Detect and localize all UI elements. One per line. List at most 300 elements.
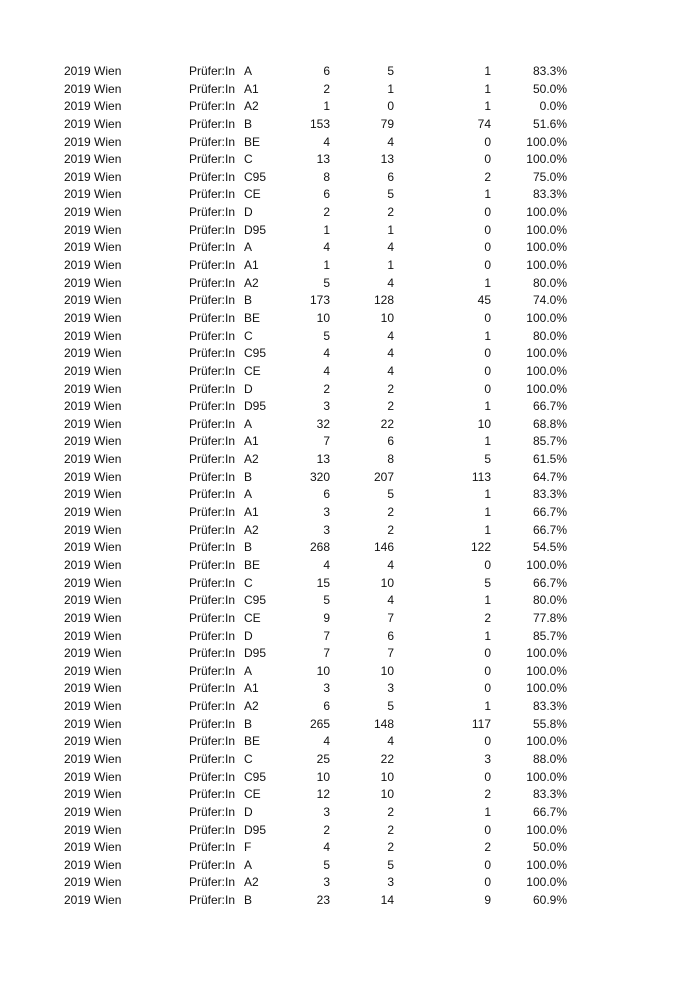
pass-rate-cell: 60.9% <box>532 893 567 908</box>
pass-rate-cell: 74.0% <box>532 293 567 308</box>
license-class-cell: A <box>244 487 253 502</box>
pass-rate-cell: 66.7% <box>532 399 567 414</box>
role-cell: Prüfer:In <box>189 769 236 784</box>
license-class-cell: BE <box>244 134 261 149</box>
pass-rate-cell: 66.7% <box>532 522 567 537</box>
license-class-cell: D95 <box>244 399 267 414</box>
table-row <box>0 557 700 575</box>
failed-count-cell: 0 <box>484 734 491 749</box>
passed-count-cell: 3 <box>387 681 394 696</box>
year-cell: 2019 Wien <box>64 893 122 908</box>
year-cell: 2019 Wien <box>64 540 122 555</box>
year-cell: 2019 Wien <box>64 363 122 378</box>
total-count-cell: 4 <box>323 134 330 149</box>
total-count-cell: 8 <box>323 169 330 184</box>
passed-count-cell: 2 <box>387 840 394 855</box>
passed-count-cell: 6 <box>387 434 394 449</box>
pass-rate-cell: 55.8% <box>532 716 567 731</box>
role-cell: Prüfer:In <box>189 434 236 449</box>
failed-count-cell: 1 <box>484 399 491 414</box>
passed-count-cell: 4 <box>387 240 394 255</box>
total-count-cell: 3 <box>323 681 330 696</box>
role-cell: Prüfer:In <box>189 893 236 908</box>
passed-count-cell: 0 <box>387 99 394 114</box>
pass-rate-cell: 100.0% <box>526 310 567 325</box>
table-row <box>0 186 700 204</box>
failed-count-cell: 1 <box>484 628 491 643</box>
role-cell: Prüfer:In <box>189 416 236 431</box>
pass-rate-cell: 100.0% <box>526 152 567 167</box>
license-class-cell: A1 <box>244 81 259 96</box>
passed-count-cell: 22 <box>380 416 394 431</box>
year-cell: 2019 Wien <box>64 116 122 131</box>
table-row <box>0 63 700 81</box>
total-count-cell: 32 <box>316 416 330 431</box>
total-count-cell: 4 <box>323 240 330 255</box>
passed-count-cell: 4 <box>387 557 394 572</box>
role-cell: Prüfer:In <box>189 116 236 131</box>
total-count-cell: 3 <box>323 505 330 520</box>
pass-rate-cell: 83.3% <box>532 487 567 502</box>
passed-count-cell: 79 <box>380 116 394 131</box>
failed-count-cell: 1 <box>484 81 491 96</box>
role-cell: Prüfer:In <box>189 557 236 572</box>
table-row <box>0 504 700 522</box>
license-class-cell: A <box>244 416 253 431</box>
year-cell: 2019 Wien <box>64 275 122 290</box>
role-cell: Prüfer:In <box>189 275 236 290</box>
table-row <box>0 151 700 169</box>
failed-count-cell: 10 <box>477 416 491 431</box>
pass-rate-cell: 83.3% <box>532 787 567 802</box>
pass-rate-cell: 83.3% <box>532 699 567 714</box>
pass-rate-cell: 88.0% <box>532 751 567 766</box>
total-count-cell: 4 <box>323 734 330 749</box>
year-cell: 2019 Wien <box>64 64 122 78</box>
pass-rate-cell: 100.0% <box>526 875 567 890</box>
license-class-cell: A1 <box>244 434 259 449</box>
role-cell: Prüfer:In <box>189 716 236 731</box>
role-cell: Prüfer:In <box>189 646 236 661</box>
table-row <box>0 592 700 610</box>
license-class-cell: A2 <box>244 99 259 114</box>
year-cell: 2019 Wien <box>64 81 122 96</box>
total-count-cell: 7 <box>323 628 330 643</box>
pass-rate-cell: 85.7% <box>532 434 567 449</box>
passed-count-cell: 4 <box>387 593 394 608</box>
pass-rate-cell: 100.0% <box>526 363 567 378</box>
passed-count-cell: 5 <box>387 857 394 872</box>
table-row <box>0 733 700 751</box>
license-class-cell: C <box>244 152 253 167</box>
pass-rate-cell: 75.0% <box>532 169 567 184</box>
table-row <box>0 786 700 804</box>
failed-count-cell: 1 <box>484 699 491 714</box>
passed-count-cell: 7 <box>387 646 394 661</box>
license-class-cell: BE <box>244 557 261 572</box>
role-cell: Prüfer:In <box>189 293 236 308</box>
passed-count-cell: 10 <box>380 575 394 590</box>
total-count-cell: 3 <box>323 399 330 414</box>
role-cell: Prüfer:In <box>189 205 236 220</box>
failed-count-cell: 0 <box>484 134 491 149</box>
passed-count-cell: 4 <box>387 346 394 361</box>
passed-count-cell: 14 <box>380 893 394 908</box>
year-cell: 2019 Wien <box>64 169 122 184</box>
year-cell: 2019 Wien <box>64 346 122 361</box>
license-class-cell: D <box>244 628 253 643</box>
license-class-cell: A2 <box>244 875 259 890</box>
role-cell: Prüfer:In <box>189 822 236 837</box>
role-cell: Prüfer:In <box>189 699 236 714</box>
failed-count-cell: 0 <box>484 663 491 678</box>
role-cell: Prüfer:In <box>189 610 236 625</box>
table-row <box>0 857 700 875</box>
table-row <box>0 486 700 504</box>
total-count-cell: 6 <box>323 187 330 202</box>
passed-count-cell: 6 <box>387 628 394 643</box>
license-class-cell: B <box>244 469 253 484</box>
failed-count-cell: 1 <box>484 64 491 78</box>
role-cell: Prüfer:In <box>189 152 236 167</box>
passed-count-cell: 5 <box>387 699 394 714</box>
pass-rate-cell: 66.7% <box>532 804 567 819</box>
role-cell: Prüfer:In <box>189 505 236 520</box>
pass-rate-cell: 100.0% <box>526 857 567 872</box>
table-row <box>0 398 700 416</box>
failed-count-cell: 0 <box>484 258 491 273</box>
pass-rate-cell: 100.0% <box>526 646 567 661</box>
failed-count-cell: 1 <box>484 328 491 343</box>
table-row <box>0 645 700 663</box>
pass-rate-cell: 100.0% <box>526 822 567 837</box>
table-row <box>0 522 700 540</box>
role-cell: Prüfer:In <box>189 469 236 484</box>
table-row <box>0 222 700 240</box>
year-cell: 2019 Wien <box>64 716 122 731</box>
role-cell: Prüfer:In <box>189 663 236 678</box>
failed-count-cell: 0 <box>484 822 491 837</box>
table-row <box>0 310 700 328</box>
total-count-cell: 4 <box>323 557 330 572</box>
license-class-cell: C95 <box>244 769 267 784</box>
role-cell: Prüfer:In <box>189 452 236 467</box>
passed-count-cell: 2 <box>387 381 394 396</box>
role-cell: Prüfer:In <box>189 222 236 237</box>
pass-rate-cell: 100.0% <box>526 346 567 361</box>
year-cell: 2019 Wien <box>64 875 122 890</box>
table-row <box>0 81 700 99</box>
role-cell: Prüfer:In <box>189 522 236 537</box>
pass-rate-cell: 66.7% <box>532 505 567 520</box>
total-count-cell: 13 <box>316 152 330 167</box>
table-row <box>0 680 700 698</box>
total-count-cell: 15 <box>316 575 330 590</box>
failed-count-cell: 113 <box>471 469 491 484</box>
license-class-cell: A2 <box>244 522 259 537</box>
license-class-cell: D95 <box>244 822 267 837</box>
pass-rate-cell: 80.0% <box>532 593 567 608</box>
passed-count-cell: 5 <box>387 187 394 202</box>
year-cell: 2019 Wien <box>64 646 122 661</box>
license-class-cell: A <box>244 64 253 78</box>
total-count-cell: 2 <box>323 381 330 396</box>
year-cell: 2019 Wien <box>64 840 122 855</box>
table-row <box>0 116 700 134</box>
role-cell: Prüfer:In <box>189 575 236 590</box>
pass-rate-cell: 64.7% <box>532 469 567 484</box>
year-cell: 2019 Wien <box>64 487 122 502</box>
year-cell: 2019 Wien <box>64 152 122 167</box>
pass-rate-cell: 61.5% <box>532 452 567 467</box>
total-count-cell: 9 <box>323 610 330 625</box>
table-row <box>0 204 700 222</box>
license-class-cell: B <box>244 540 253 555</box>
pass-rate-cell: 83.3% <box>532 64 567 78</box>
pass-rate-cell: 54.5% <box>532 540 567 555</box>
table-row <box>0 257 700 275</box>
passed-count-cell: 7 <box>387 610 394 625</box>
role-cell: Prüfer:In <box>189 787 236 802</box>
total-count-cell: 12 <box>316 787 330 802</box>
table-row <box>0 610 700 628</box>
year-cell: 2019 Wien <box>64 699 122 714</box>
table-row <box>0 698 700 716</box>
table-row <box>0 874 700 892</box>
table-row <box>0 892 700 910</box>
license-class-cell: CE <box>244 363 261 378</box>
table-row <box>0 822 700 840</box>
total-count-cell: 10 <box>316 310 330 325</box>
passed-count-cell: 207 <box>373 469 394 484</box>
total-count-cell: 2 <box>323 822 330 837</box>
table-row <box>0 628 700 646</box>
failed-count-cell: 0 <box>484 152 491 167</box>
pass-rate-cell: 50.0% <box>532 840 567 855</box>
license-class-cell: B <box>244 893 253 908</box>
failed-count-cell: 74 <box>477 116 491 131</box>
table-row <box>0 169 700 187</box>
failed-count-cell: 1 <box>484 434 491 449</box>
table-row <box>0 751 700 769</box>
year-cell: 2019 Wien <box>64 522 122 537</box>
role-cell: Prüfer:In <box>189 751 236 766</box>
pass-rate-cell: 100.0% <box>526 258 567 273</box>
table-row <box>0 328 700 346</box>
passed-count-cell: 4 <box>387 134 394 149</box>
failed-count-cell: 0 <box>484 310 491 325</box>
total-count-cell: 10 <box>316 769 330 784</box>
year-cell: 2019 Wien <box>64 857 122 872</box>
table-row <box>0 716 700 734</box>
year-cell: 2019 Wien <box>64 610 122 625</box>
year-cell: 2019 Wien <box>64 434 122 449</box>
table-row <box>0 239 700 257</box>
total-count-cell: 1 <box>323 258 330 273</box>
total-count-cell: 7 <box>323 434 330 449</box>
license-class-cell: A2 <box>244 275 259 290</box>
year-cell: 2019 Wien <box>64 399 122 414</box>
role-cell: Prüfer:In <box>189 363 236 378</box>
license-class-cell: D <box>244 381 253 396</box>
passed-count-cell: 13 <box>380 152 394 167</box>
pass-rate-cell: 100.0% <box>526 663 567 678</box>
total-count-cell: 5 <box>323 593 330 608</box>
failed-count-cell: 0 <box>484 381 491 396</box>
pass-rate-cell: 100.0% <box>526 134 567 149</box>
table-row <box>0 381 700 399</box>
role-cell: Prüfer:In <box>189 628 236 643</box>
year-cell: 2019 Wien <box>64 751 122 766</box>
total-count-cell: 268 <box>309 540 330 555</box>
passed-count-cell: 2 <box>387 822 394 837</box>
table-row <box>0 134 700 152</box>
total-count-cell: 2 <box>323 81 330 96</box>
role-cell: Prüfer:In <box>189 346 236 361</box>
year-cell: 2019 Wien <box>64 804 122 819</box>
total-count-cell: 4 <box>323 363 330 378</box>
table-row <box>0 451 700 469</box>
passed-count-cell: 1 <box>387 81 394 96</box>
license-class-cell: CE <box>244 787 261 802</box>
pass-rate-cell: 100.0% <box>526 240 567 255</box>
role-cell: Prüfer:In <box>189 487 236 502</box>
passed-count-cell: 10 <box>380 769 394 784</box>
failed-count-cell: 1 <box>484 522 491 537</box>
year-cell: 2019 Wien <box>64 134 122 149</box>
total-count-cell: 153 <box>309 116 330 131</box>
failed-count-cell: 0 <box>484 346 491 361</box>
pass-rate-cell: 80.0% <box>532 328 567 343</box>
failed-count-cell: 117 <box>471 716 491 731</box>
failed-count-cell: 0 <box>484 205 491 220</box>
license-class-cell: CE <box>244 610 261 625</box>
failed-count-cell: 2 <box>484 610 491 625</box>
license-class-cell: A2 <box>244 699 259 714</box>
pass-rate-cell: 0.0% <box>539 99 567 114</box>
table-sheet <box>0 63 700 910</box>
table-row <box>0 433 700 451</box>
failed-count-cell: 122 <box>470 540 491 555</box>
role-cell: Prüfer:In <box>189 187 236 202</box>
table-row <box>0 292 700 310</box>
year-cell: 2019 Wien <box>64 452 122 467</box>
pass-rate-cell: 50.0% <box>532 81 567 96</box>
license-class-cell: BE <box>244 310 261 325</box>
passed-count-cell: 4 <box>387 328 394 343</box>
total-count-cell: 23 <box>316 893 330 908</box>
table-row <box>0 363 700 381</box>
total-count-cell: 4 <box>323 346 330 361</box>
passed-count-cell: 2 <box>387 399 394 414</box>
failed-count-cell: 0 <box>484 240 491 255</box>
failed-count-cell: 5 <box>484 452 491 467</box>
license-class-cell: C <box>244 575 253 590</box>
passed-count-cell: 22 <box>380 751 394 766</box>
year-cell: 2019 Wien <box>64 557 122 572</box>
pass-rate-cell: 83.3% <box>532 187 567 202</box>
year-cell: 2019 Wien <box>64 187 122 202</box>
year-cell: 2019 Wien <box>64 310 122 325</box>
pass-rate-cell: 68.8% <box>532 416 567 431</box>
pass-rate-cell: 100.0% <box>526 681 567 696</box>
role-cell: Prüfer:In <box>189 258 236 273</box>
role-cell: Prüfer:In <box>189 734 236 749</box>
failed-count-cell: 5 <box>484 575 491 590</box>
total-count-cell: 6 <box>323 487 330 502</box>
year-cell: 2019 Wien <box>64 575 122 590</box>
role-cell: Prüfer:In <box>189 681 236 696</box>
year-cell: 2019 Wien <box>64 681 122 696</box>
license-class-cell: A <box>244 240 253 255</box>
role-cell: Prüfer:In <box>189 399 236 414</box>
pass-rate-cell: 100.0% <box>526 734 567 749</box>
year-cell: 2019 Wien <box>64 822 122 837</box>
license-class-cell: A2 <box>244 452 259 467</box>
total-count-cell: 173 <box>309 293 330 308</box>
role-cell: Prüfer:In <box>189 840 236 855</box>
total-count-cell: 25 <box>316 751 330 766</box>
total-count-cell: 5 <box>323 857 330 872</box>
table-row <box>0 804 700 822</box>
role-cell: Prüfer:In <box>189 540 236 555</box>
passed-count-cell: 2 <box>387 505 394 520</box>
total-count-cell: 5 <box>323 275 330 290</box>
passed-count-cell: 4 <box>387 275 394 290</box>
total-count-cell: 10 <box>316 663 330 678</box>
role-cell: Prüfer:In <box>189 310 236 325</box>
passed-count-cell: 10 <box>380 787 394 802</box>
failed-count-cell: 2 <box>484 787 491 802</box>
total-count-cell: 1 <box>323 222 330 237</box>
pass-rate-cell: 100.0% <box>526 222 567 237</box>
year-cell: 2019 Wien <box>64 787 122 802</box>
license-class-cell: C <box>244 751 253 766</box>
license-class-cell: A <box>244 857 253 872</box>
role-cell: Prüfer:In <box>189 328 236 343</box>
passed-count-cell: 5 <box>387 64 394 78</box>
role-cell: Prüfer:In <box>189 81 236 96</box>
passed-count-cell: 146 <box>373 540 394 555</box>
table-row <box>0 416 700 434</box>
role-cell: Prüfer:In <box>189 857 236 872</box>
pass-rate-cell: 77.8% <box>532 610 567 625</box>
license-class-cell: D95 <box>244 222 267 237</box>
passed-count-cell: 5 <box>387 487 394 502</box>
role-cell: Prüfer:In <box>189 240 236 255</box>
pass-rate-cell: 100.0% <box>526 557 567 572</box>
license-class-cell: A1 <box>244 681 259 696</box>
total-count-cell: 3 <box>323 804 330 819</box>
failed-count-cell: 45 <box>477 293 491 308</box>
license-class-cell: B <box>244 716 253 731</box>
year-cell: 2019 Wien <box>64 734 122 749</box>
role-cell: Prüfer:In <box>189 169 236 184</box>
failed-count-cell: 0 <box>484 222 491 237</box>
license-class-cell: C <box>244 328 253 343</box>
year-cell: 2019 Wien <box>64 505 122 520</box>
failed-count-cell: 0 <box>484 681 491 696</box>
failed-count-cell: 0 <box>484 557 491 572</box>
passed-count-cell: 3 <box>387 875 394 890</box>
passed-count-cell: 148 <box>373 716 394 731</box>
total-count-cell: 265 <box>309 716 330 731</box>
failed-count-cell: 9 <box>484 893 491 908</box>
license-class-cell: B <box>244 116 253 131</box>
passed-count-cell: 1 <box>387 258 394 273</box>
year-cell: 2019 Wien <box>64 328 122 343</box>
role-cell: Prüfer:In <box>189 134 236 149</box>
